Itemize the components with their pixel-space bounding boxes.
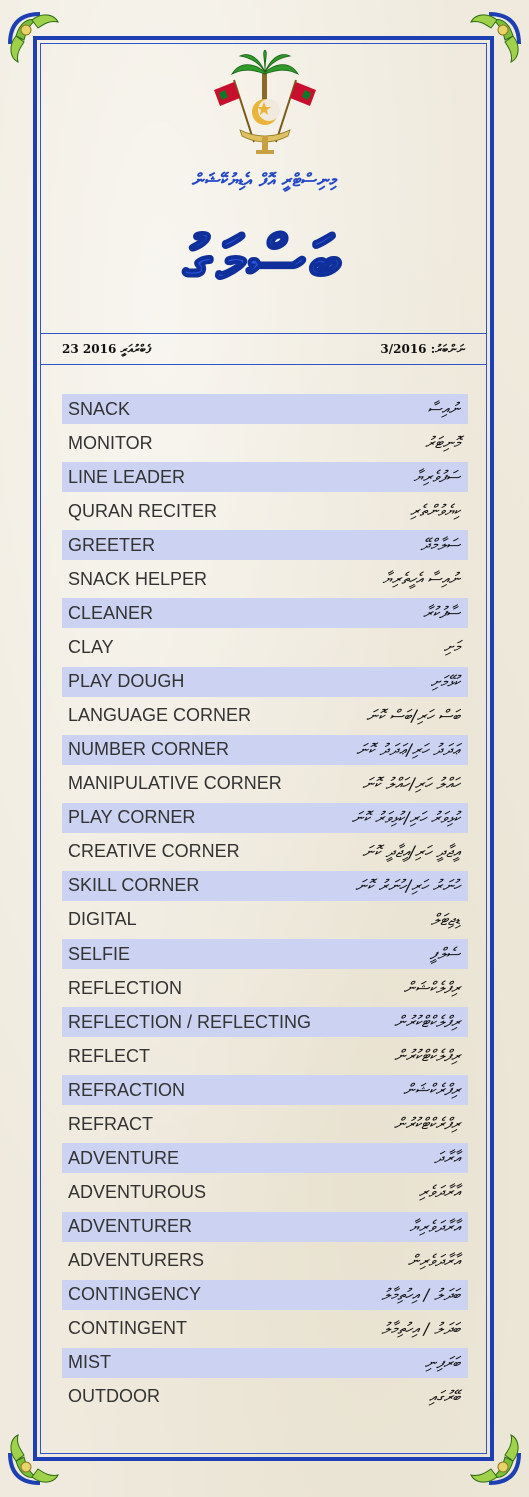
english-term: MIST	[68, 1352, 111, 1373]
dhivehi-term: ރިފްރެކްޝަން	[403, 1080, 460, 1100]
english-term: GREETER	[68, 534, 156, 555]
dhivehi-term: ޢަދަދު ހަރި/ޢަދަދު ކޮނަ	[356, 739, 460, 759]
vocabulary-row	[62, 1143, 468, 1173]
vocabulary-row	[62, 871, 468, 901]
meta-top-divider	[40, 333, 487, 334]
vocabulary-row	[62, 1348, 468, 1378]
vocabulary-row	[62, 1280, 468, 1310]
dhivehi-term: ބަދަލު / އިހުތިމާލު	[381, 1284, 460, 1304]
english-term: LINE LEADER	[68, 466, 186, 487]
vocabulary-row	[62, 530, 468, 560]
dhivehi-term: އާރާދަވެރިން	[407, 1250, 460, 1270]
dhivehi-term: ކިޔެވުންތެރި	[409, 501, 460, 521]
corner-ornament-icon	[457, 1421, 527, 1491]
english-term: SNACK HELPER	[68, 568, 208, 589]
english-term: CREATIVE CORNER	[68, 841, 240, 862]
vocabulary-row	[62, 803, 468, 833]
dhivehi-term: މަށި	[443, 637, 460, 657]
dhivehi-term: ކުޅޭމަށި	[430, 671, 460, 691]
vocabulary-row	[62, 1109, 468, 1139]
vocabulary-row	[62, 769, 468, 799]
vocabulary-row	[62, 394, 468, 424]
vocabulary-row	[62, 667, 468, 697]
national-emblem-icon	[210, 50, 320, 160]
vocabulary-row	[62, 496, 468, 526]
english-term: CLEANER	[68, 602, 154, 623]
dhivehi-term: ކުޅިވަރު ހަރި/ކުޅިވަރު ކޮނަ	[351, 807, 460, 827]
vocabulary-row	[62, 632, 468, 662]
vocabulary-row	[62, 1041, 468, 1071]
corner-ornament-icon	[2, 1421, 72, 1491]
dhivehi-term: ރިފްލެކްޝަން	[403, 978, 460, 998]
english-term: SNACK	[68, 398, 131, 419]
english-term: MANIPULATIVE CORNER	[68, 773, 282, 794]
english-term: SKILL CORNER	[68, 875, 200, 896]
english-term: SELFIE	[68, 943, 131, 964]
dhivehi-term: ސަފުވެރިޔާ	[413, 467, 460, 487]
english-term: ADVENTUROUS	[68, 1181, 207, 1202]
vocabulary-row	[62, 1246, 468, 1276]
vocabulary-row	[62, 1314, 468, 1344]
english-term: QURAN RECITER	[68, 500, 218, 521]
english-term: REFLECT	[68, 1045, 151, 1066]
dhivehi-term: ރިފްރެކްޓްކުރުން	[393, 1114, 460, 1134]
dhivehi-term: ސާފުކުރާ	[422, 603, 460, 623]
vocabulary-row	[62, 973, 468, 1003]
meta-bottom-divider	[40, 364, 487, 365]
vocabulary-row	[62, 837, 468, 867]
english-term: REFLECTION	[68, 977, 183, 998]
corner-ornament-icon	[457, 6, 527, 76]
dhivehi-term: އާރާދަ	[434, 1148, 460, 1168]
vocabulary-row	[62, 735, 468, 765]
dhivehi-term: ބަދަލު / އިހުތިމާލު	[381, 1318, 460, 1338]
english-term: LANGUAGE CORNER	[68, 705, 252, 726]
vocabulary-row	[62, 1382, 468, 1412]
dhivehi-term: އާރާދަވެރި	[418, 1182, 460, 1202]
vocabulary-row	[62, 939, 468, 969]
english-term: ADVENTURER	[68, 1216, 193, 1236]
english-term: CLAY	[68, 636, 114, 657]
english-term: PLAY CORNER	[68, 807, 196, 828]
dhivehi-term: ބޭރުގައި	[428, 1386, 460, 1406]
english-term: ADVENTURE	[68, 1147, 180, 1168]
dhivehi-term: ރިފްލެކްޓްކުރުން	[394, 1046, 460, 1066]
dhivehi-term: ސަލާމްދޭ	[420, 535, 460, 555]
dhivehi-term: ނުއިސާ	[427, 399, 460, 418]
english-term: CONTINGENT	[68, 1318, 187, 1339]
english-term: PLAY DOUGH	[68, 671, 185, 691]
vocabulary-row	[62, 1007, 468, 1037]
vocabulary-row	[62, 1212, 468, 1242]
dhivehi-term: މޮނިޓަރު	[425, 433, 460, 453]
vocabulary-row	[62, 905, 468, 935]
dhivehi-term: އާރާދަވެރިޔާ	[409, 1216, 460, 1236]
issue-number: ނަންބަރު: 3/2016	[380, 342, 465, 356]
dhivehi-term: ބަސް ހަރި/ބަސް ކޮނަ	[366, 705, 460, 725]
vocabulary-row	[62, 1075, 468, 1105]
english-term: REFLECTION / REFLECTING	[68, 1011, 312, 1032]
vocabulary-row	[62, 462, 468, 492]
english-term: ADVENTURERS	[68, 1250, 205, 1271]
english-term: REFRACTION	[68, 1079, 185, 1100]
ministry-name: މިނިސްޓްރީ އޮފް އެޑިޔުކޭޝަން	[192, 170, 337, 191]
english-term: REFRACT	[68, 1113, 153, 1134]
english-term: DIGITAL	[68, 909, 137, 930]
vocabulary-row	[62, 701, 468, 731]
english-term: NUMBER CORNER	[68, 739, 230, 760]
vocabulary-row	[62, 428, 468, 458]
issue-date: 23 ފެބްރުއަރީ 2016	[62, 342, 152, 356]
corner-ornament-icon	[2, 6, 72, 76]
dhivehi-term: ނުއިސާ އެހީތެރިޔާ	[382, 569, 460, 589]
page-title: ބަސްމަގު	[183, 222, 346, 299]
dhivehi-term: ހުނަރު ހަރި/ހުނަރު ކޮނަ	[355, 875, 460, 895]
vocabulary-row	[62, 1177, 468, 1207]
dhivehi-term: ސެލްފީ	[429, 944, 460, 963]
dhivehi-term: ޑިޖިޓަލް	[430, 909, 460, 929]
english-term: CONTINGENCY	[68, 1284, 202, 1305]
dhivehi-term: ހައްލު ހަރި/ހައްލު ކޮނަ	[362, 773, 460, 793]
vocabulary-row	[62, 598, 468, 628]
vocabulary-list	[62, 394, 468, 1416]
english-term: OUTDOOR	[68, 1386, 160, 1407]
dhivehi-term: އީޖާދީ ހަރި/އީޖާދީ ކޮނަ	[362, 841, 460, 861]
english-term: MONITOR	[68, 432, 153, 453]
dhivehi-term: ބަރަފިނި	[424, 1352, 460, 1372]
vocabulary-row	[62, 564, 468, 594]
dhivehi-term: ރިފްލެކްޓްކުރުން	[394, 1012, 460, 1032]
